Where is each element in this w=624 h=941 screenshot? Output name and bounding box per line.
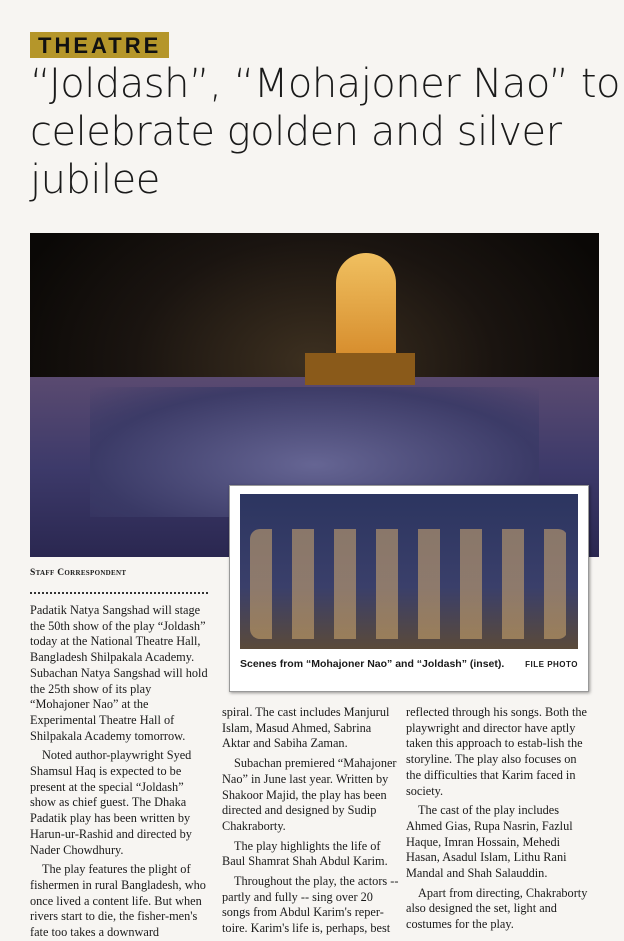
stage-platform bbox=[305, 353, 415, 385]
byline: Staff Correspondent bbox=[30, 568, 127, 578]
paragraph: Subachan premiered “Mahajoner Nao” in June last year. Written by Shakoor Majid, the play has been directed and designed by Sudip Chakraborty. bbox=[222, 756, 397, 833]
headline: “Joldash”, “Mohajoner Nao” to celebrate golden and silver jubilee bbox=[30, 61, 620, 203]
paragraph: The play features the plight of fishermen in rural Bangladesh, who once lived a content life. But when rivers start to die, the fisher-men's fate too takes a downward bbox=[30, 862, 206, 940]
section-tag: THEATRE bbox=[30, 32, 169, 58]
paragraph: The cast of the play includes Ahmed Gias, Rupa Nasrin, Fazlul Haque, Imran Hossain, Mehedi Hasan, Asadul Islam, Lithu Rani Mandal and Shah Salauddin. bbox=[406, 803, 573, 881]
photo-credit: FILE PHOTO bbox=[525, 659, 578, 669]
article-column-1 bbox=[30, 603, 212, 941]
paragraph: Noted author-playwright Syed Shamsul Haq is expected to be present at the special “Joldash” show as chief guest. The Dhaka Padatik play has been written by Harun-ur-Rashid and directed by Nader Chowdhury. bbox=[30, 748, 192, 857]
paragraph: spiral. The cast includes Manjurul Islam, Masud Ahmed, Sabrina Aktar and Sabiha Zaman. bbox=[222, 705, 390, 751]
article-column-2 bbox=[222, 705, 400, 937]
paragraph: Apart from directing, Chakraborty also designed the set, light and costumes for the play. bbox=[406, 885, 588, 932]
article-column-3 bbox=[406, 705, 588, 933]
paragraph: The play highlights the life of Baul Shamrat Shah Abdul Karim. bbox=[222, 838, 388, 869]
photo-caption bbox=[240, 658, 578, 670]
inset-actors bbox=[250, 529, 568, 639]
paragraph: Throughout the play, the actors -- partly and fully -- sing over 20 songs from Abdul Karim's reper-toire. Karim's life is, perhaps, best bbox=[222, 874, 399, 936]
byline-divider bbox=[30, 592, 208, 594]
inset-stage-photo bbox=[240, 494, 578, 649]
paragraph: reflected through his songs. Both the playwright and director have aptly taken this approach to estab-lish the storyline. The play also focuses on the difficulties that Karim faced in society. bbox=[406, 705, 588, 798]
inset-photo-frame bbox=[229, 485, 589, 692]
caption-text: Scenes from “Mohajoner Nao” and “Joldash” (inset). bbox=[240, 658, 505, 670]
paragraph: Padatik Natya Sangshad will stage the 50th show of the play “Joldash” today at the National Theatre Hall, Bangladesh Shilpakala Academy. Subachan Natya Sangshad will hold the 25th show of its play “Mohajoner Nao” at the Experimental Theatre Hall of Shilpakala Academy tomorrow. bbox=[30, 603, 208, 743]
